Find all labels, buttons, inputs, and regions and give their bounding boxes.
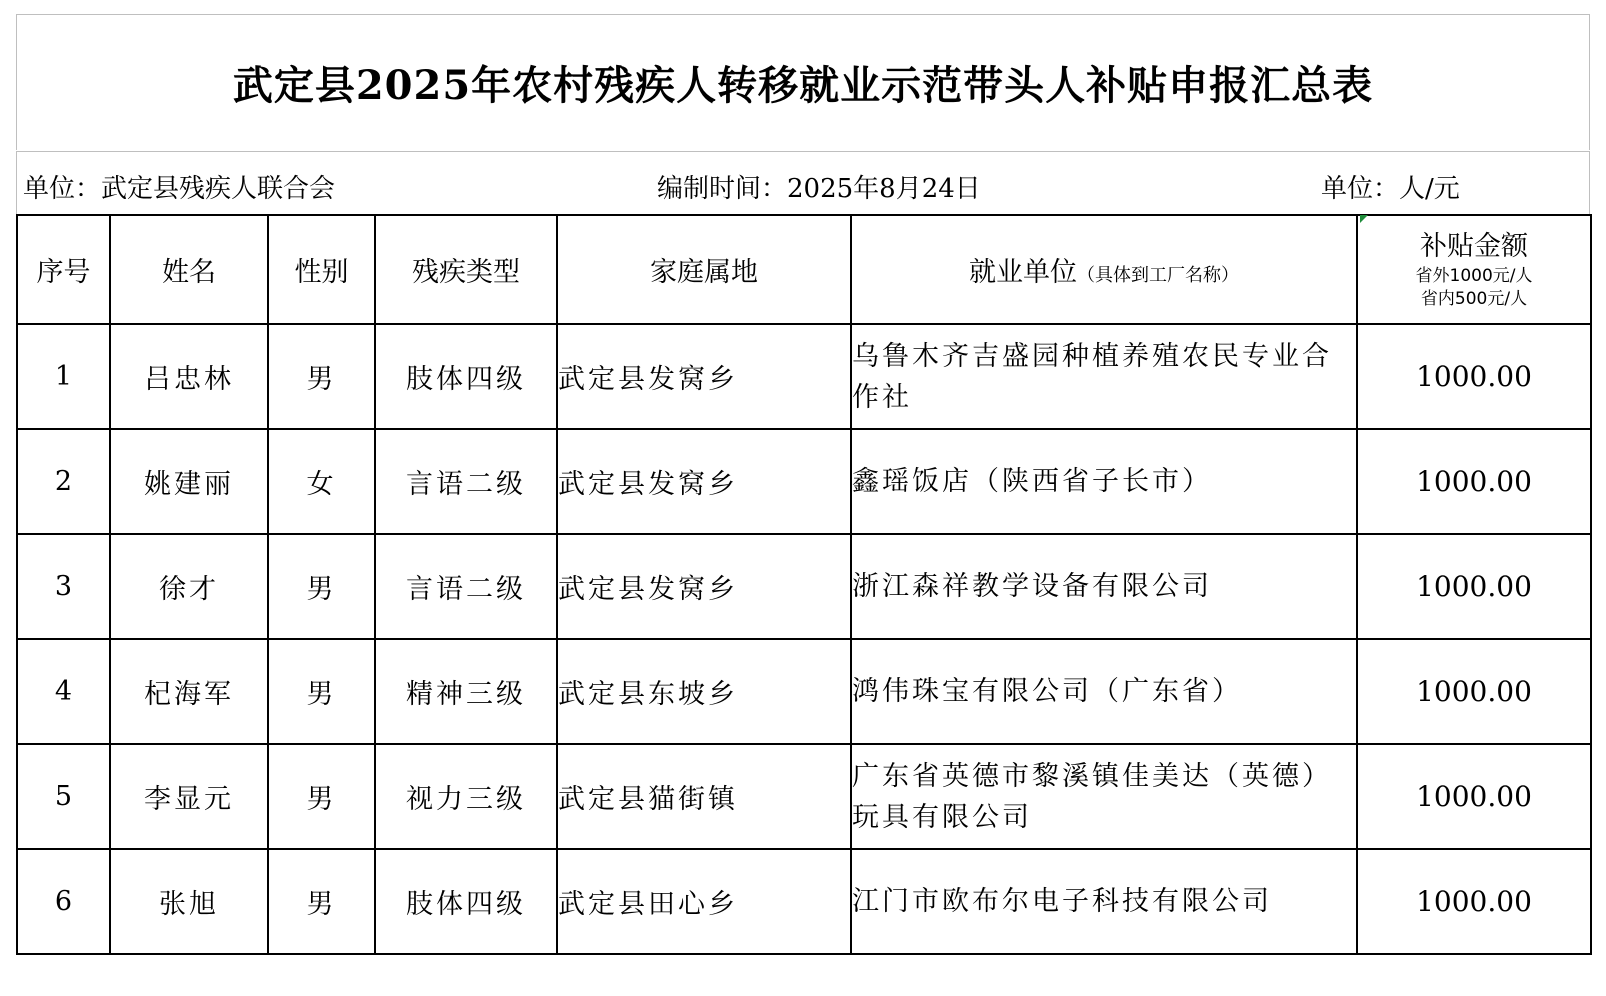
cell-disability[interactable]: 言语二级 bbox=[375, 429, 557, 534]
cell-disability[interactable]: 精神三级 bbox=[375, 639, 557, 744]
table-row bbox=[17, 534, 1591, 639]
cell-seq[interactable]: 4 bbox=[17, 639, 110, 744]
header-employer[interactable] bbox=[851, 215, 1357, 324]
cell-seq[interactable]: 3 bbox=[17, 534, 110, 639]
header-amount-note-outside: 省外1000元/人 bbox=[1415, 265, 1533, 286]
header-name[interactable]: 姓名 bbox=[110, 215, 268, 324]
cell-name[interactable]: 张旭 bbox=[110, 849, 268, 954]
table-row bbox=[17, 744, 1591, 849]
cell-employer[interactable]: 乌鲁木齐吉盛园种植养殖农民专业合作社 bbox=[851, 324, 1357, 429]
cell-name[interactable]: 李显元 bbox=[110, 744, 268, 849]
cell-employer[interactable]: 浙江森祥教学设备有限公司 bbox=[851, 534, 1357, 639]
compile-date-label: 编制时间：2025年8月24日 bbox=[657, 174, 981, 204]
header-employer-note: （具体到工厂名称） bbox=[1077, 265, 1239, 286]
header-amount[interactable] bbox=[1357, 215, 1591, 324]
cell-seq[interactable]: 5 bbox=[17, 744, 110, 849]
cell-amount[interactable]: 1000.00 bbox=[1357, 639, 1591, 744]
header-home[interactable]: 家庭属地 bbox=[557, 215, 851, 324]
cell-seq[interactable]: 2 bbox=[17, 429, 110, 534]
comment-indicator-icon bbox=[1360, 215, 1368, 223]
table-row bbox=[17, 639, 1591, 744]
header-gender[interactable]: 性别 bbox=[268, 215, 375, 324]
cell-gender[interactable]: 男 bbox=[268, 324, 375, 429]
cell-employer[interactable]: 鸿伟珠宝有限公司（广东省） bbox=[851, 639, 1357, 744]
cell-amount[interactable]: 1000.00 bbox=[1357, 324, 1591, 429]
cell-amount[interactable]: 1000.00 bbox=[1357, 534, 1591, 639]
cell-name[interactable]: 杞海军 bbox=[110, 639, 268, 744]
header-employer-label: 就业单位 bbox=[969, 257, 1077, 288]
cell-disability[interactable]: 言语二级 bbox=[375, 534, 557, 639]
cell-name[interactable]: 徐才 bbox=[110, 534, 268, 639]
cell-seq[interactable]: 6 bbox=[17, 849, 110, 954]
cell-home[interactable]: 武定县发窝乡 bbox=[557, 429, 851, 534]
header-disability[interactable]: 残疾类型 bbox=[375, 215, 557, 324]
cell-home[interactable]: 武定县发窝乡 bbox=[557, 534, 851, 639]
cell-name[interactable]: 吕忠林 bbox=[110, 324, 268, 429]
table-row bbox=[17, 429, 1591, 534]
unit-label: 单位：人/元 bbox=[1321, 174, 1460, 204]
cell-gender[interactable]: 女 bbox=[268, 429, 375, 534]
header-row bbox=[17, 215, 1591, 324]
cell-gender[interactable]: 男 bbox=[268, 639, 375, 744]
table-row bbox=[17, 849, 1591, 954]
cell-amount[interactable]: 1000.00 bbox=[1357, 429, 1591, 534]
table-row bbox=[17, 324, 1591, 429]
header-seq[interactable]: 序号 bbox=[17, 215, 110, 324]
spreadsheet-sheet bbox=[16, 14, 1592, 984]
organization-label: 单位：武定县残疾人联合会 bbox=[23, 174, 336, 204]
cell-employer[interactable]: 鑫瑶饭店（陕西省子长市） bbox=[851, 429, 1357, 534]
cell-home[interactable]: 武定县田心乡 bbox=[557, 849, 851, 954]
cell-amount[interactable]: 1000.00 bbox=[1357, 849, 1591, 954]
cell-employer[interactable]: 江门市欧布尔电子科技有限公司 bbox=[851, 849, 1357, 954]
cell-employer[interactable]: 广东省英德市黎溪镇佳美达（英德）玩具有限公司 bbox=[851, 744, 1357, 849]
meta-row bbox=[16, 151, 1590, 215]
cell-disability[interactable]: 肢体四级 bbox=[375, 849, 557, 954]
cell-name[interactable]: 姚建丽 bbox=[110, 429, 268, 534]
cell-disability[interactable]: 肢体四级 bbox=[375, 324, 557, 429]
cell-seq[interactable]: 1 bbox=[17, 324, 110, 429]
cell-gender[interactable]: 男 bbox=[268, 534, 375, 639]
subsidy-table bbox=[16, 214, 1592, 955]
page-title: 武定县2025年农村残疾人转移就业示范带头人补贴申报汇总表 bbox=[232, 62, 1374, 109]
cell-gender[interactable]: 男 bbox=[268, 849, 375, 954]
cell-home[interactable]: 武定县发窝乡 bbox=[557, 324, 851, 429]
cell-home[interactable]: 武定县东坡乡 bbox=[557, 639, 851, 744]
cell-gender[interactable]: 男 bbox=[268, 744, 375, 849]
header-amount-note-inside: 省内500元/人 bbox=[1420, 288, 1528, 309]
cell-amount[interactable]: 1000.00 bbox=[1357, 744, 1591, 849]
title-cell[interactable] bbox=[16, 14, 1590, 150]
cell-disability[interactable]: 视力三级 bbox=[375, 744, 557, 849]
header-amount-label: 补贴金额 bbox=[1420, 230, 1528, 262]
cell-home[interactable]: 武定县猫街镇 bbox=[557, 744, 851, 849]
